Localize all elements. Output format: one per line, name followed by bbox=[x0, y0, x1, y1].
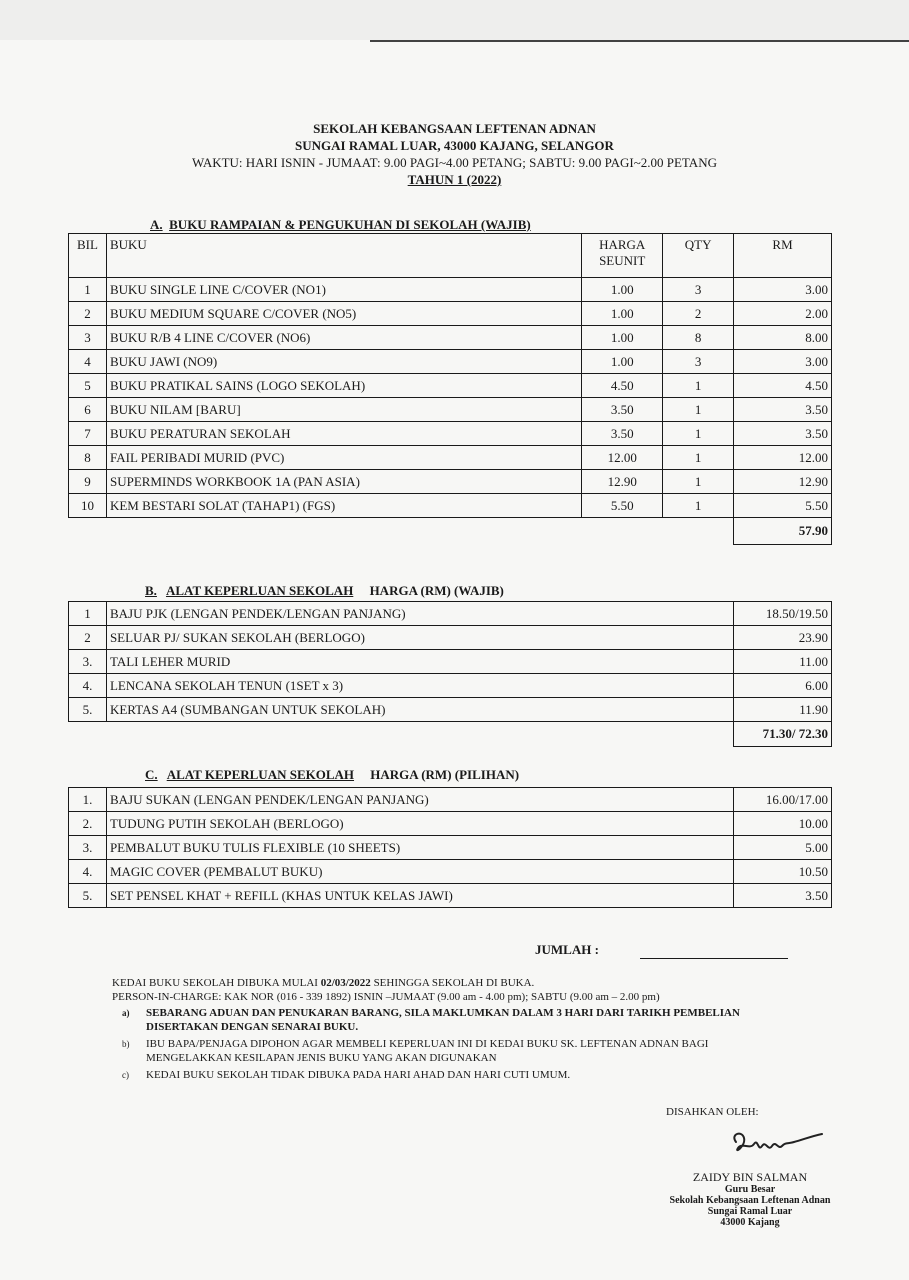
price-rm: 11.00 bbox=[734, 650, 832, 674]
item-name: BUKU SINGLE LINE C/COVER (NO1) bbox=[106, 278, 581, 302]
row-number: 5. bbox=[69, 884, 107, 908]
school-address: SUNGAI RAMAL LUAR, 43000 KAJANG, SELANGOR bbox=[295, 138, 614, 153]
table-row bbox=[69, 674, 832, 698]
col-rm: RM bbox=[734, 234, 832, 278]
item-name: LENCANA SEKOLAH TENUN (1SET x 3) bbox=[106, 674, 733, 698]
school-name: SEKOLAH KEBANGSAAN LEFTENAN ADNAN bbox=[313, 121, 596, 136]
amount-rm: 8.00 bbox=[734, 326, 832, 350]
row-number: 4 bbox=[69, 350, 107, 374]
approved-by-label: DISAHKAN OLEH: bbox=[666, 1106, 759, 1118]
section-b-table bbox=[68, 601, 832, 747]
price-rm: 6.00 bbox=[734, 674, 832, 698]
price-rm: 18.50/19.50 bbox=[734, 602, 832, 626]
item-name: KERTAS A4 (SUMBANGAN UNTUK SEKOLAH) bbox=[106, 698, 733, 722]
item-name: BUKU PERATURAN SEKOLAH bbox=[106, 422, 581, 446]
table-row bbox=[69, 278, 832, 302]
table-row bbox=[69, 446, 832, 470]
item-name: BUKU JAWI (NO9) bbox=[106, 350, 581, 374]
section-a-title: A. BUKU RAMPAIAN & PENGUKUHAN DI SEKOLAH (WAJIB) bbox=[150, 217, 531, 232]
section-a-total: 57.90 bbox=[734, 518, 832, 545]
section-b-title: B. ALAT KEPERLUAN SEKOLAH HARGA (RM) (WAJIB) bbox=[145, 583, 504, 598]
amount-rm: 2.00 bbox=[734, 302, 832, 326]
price-rm: 3.50 bbox=[734, 884, 832, 908]
year-title: TAHUN 1 (2022) bbox=[407, 172, 502, 187]
table-row bbox=[69, 326, 832, 350]
item-name: BUKU MEDIUM SQUARE C/COVER (NO5) bbox=[106, 302, 581, 326]
quantity: 1 bbox=[663, 374, 734, 398]
row-number: 4. bbox=[69, 674, 107, 698]
row-number: 10 bbox=[69, 494, 107, 518]
item-name: FAIL PERIBADI MURID (PVC) bbox=[106, 446, 581, 470]
signature-image bbox=[728, 1124, 828, 1164]
quantity: 1 bbox=[663, 494, 734, 518]
item-name: BAJU SUKAN (LENGAN PENDEK/LENGAN PANJANG) bbox=[106, 788, 733, 812]
item-name: BUKU NILAM [BARU] bbox=[106, 398, 581, 422]
col-bil: BIL bbox=[69, 234, 107, 278]
price-rm: 10.50 bbox=[734, 860, 832, 884]
table-row bbox=[69, 302, 832, 326]
item-name: KEM BESTARI SOLAT (TAHAP1) (FGS) bbox=[106, 494, 581, 518]
amount-rm: 12.00 bbox=[734, 446, 832, 470]
amount-rm: 3.50 bbox=[734, 422, 832, 446]
jumlah-label: JUMLAH : bbox=[535, 942, 599, 957]
quantity: 1 bbox=[663, 398, 734, 422]
total-row bbox=[69, 722, 832, 747]
table-row bbox=[69, 884, 832, 908]
table-row bbox=[69, 626, 832, 650]
row-number: 3. bbox=[69, 836, 107, 860]
row-number: 2 bbox=[69, 302, 107, 326]
row-number: 4. bbox=[69, 860, 107, 884]
table-row bbox=[69, 812, 832, 836]
item-name: BAJU PJK (LENGAN PENDEK/LENGAN PANJANG) bbox=[106, 602, 733, 626]
row-number: 1. bbox=[69, 788, 107, 812]
note-b: b) IBU BAPA/PENJAGA DIPOHON AGAR MEMBELI KEPERLUAN INI DI KEDAI BUKU SK. LEFTENAN ADNAN BAGI MENGELAKKAN KESILAPAN JENIS BUKU YANG AKAN DIGUNAKAN bbox=[122, 1038, 709, 1064]
note-c: c) KEDAI BUKU SEKOLAH TIDAK DIBUKA PADA HARI AHAD DAN HARI CUTI UMUM. bbox=[122, 1069, 571, 1081]
principal-name: ZAIDY BIN SALMAN bbox=[692, 1170, 808, 1184]
section-b-total: 71.30/ 72.30 bbox=[734, 722, 832, 747]
item-name: TUDUNG PUTIH SEKOLAH (BERLOGO) bbox=[106, 812, 733, 836]
unit-price: 5.50 bbox=[582, 494, 663, 518]
unit-price: 1.00 bbox=[582, 350, 663, 374]
quantity: 8 bbox=[663, 326, 734, 350]
table-row bbox=[69, 350, 832, 374]
row-number: 6 bbox=[69, 398, 107, 422]
row-number: 9 bbox=[69, 470, 107, 494]
table-header-row bbox=[69, 234, 832, 278]
price-rm: 23.90 bbox=[734, 626, 832, 650]
row-number: 3. bbox=[69, 650, 107, 674]
row-number: 3 bbox=[69, 326, 107, 350]
quantity: 1 bbox=[663, 470, 734, 494]
top-rule bbox=[370, 40, 909, 42]
price-rm: 10.00 bbox=[734, 812, 832, 836]
table-row bbox=[69, 788, 832, 812]
table-row bbox=[69, 374, 832, 398]
table-row bbox=[69, 494, 832, 518]
row-number: 2. bbox=[69, 812, 107, 836]
opening-hours: WAKTU: HARI ISNIN - JUMAAT: 9.00 PAGI~4.00 PETANG; SABTU: 9.00 PAGI~2.00 PETANG bbox=[192, 155, 717, 170]
col-qty: QTY bbox=[663, 234, 734, 278]
col-buku: BUKU bbox=[106, 234, 581, 278]
quantity: 1 bbox=[663, 422, 734, 446]
section-c-title: C. ALAT KEPERLUAN SEKOLAH HARGA (RM) (PILIHAN) bbox=[145, 767, 520, 782]
unit-price: 3.50 bbox=[582, 422, 663, 446]
quantity: 1 bbox=[663, 446, 734, 470]
amount-rm: 12.90 bbox=[734, 470, 832, 494]
quantity: 3 bbox=[663, 350, 734, 374]
table-row bbox=[69, 650, 832, 674]
quantity: 3 bbox=[663, 278, 734, 302]
section-a-table bbox=[68, 233, 832, 545]
row-number: 2 bbox=[69, 626, 107, 650]
item-name: SELUAR PJ/ SUKAN SEKOLAH (BERLOGO) bbox=[106, 626, 733, 650]
item-name: TALI LEHER MURID bbox=[106, 650, 733, 674]
amount-rm: 5.50 bbox=[734, 494, 832, 518]
table-row bbox=[69, 860, 832, 884]
row-number: 5 bbox=[69, 374, 107, 398]
table-row bbox=[69, 398, 832, 422]
amount-rm: 3.00 bbox=[734, 350, 832, 374]
unit-price: 3.50 bbox=[582, 398, 663, 422]
unit-price: 12.00 bbox=[582, 446, 663, 470]
total-row bbox=[69, 518, 832, 545]
quantity: 2 bbox=[663, 302, 734, 326]
unit-price: 1.00 bbox=[582, 326, 663, 350]
person-in-charge: PERSON-IN-CHARGE: KAK NOR (016 - 339 1892) ISNIN –JUMAAT (9.00 am - 4.00 pm); SABTU (9.00 am – 2.00 pm) bbox=[112, 991, 660, 1003]
col-harga: HARGA SEUNIT bbox=[582, 234, 663, 278]
header bbox=[0, 120, 909, 188]
amount-rm: 3.00 bbox=[734, 278, 832, 302]
item-name: SUPERMINDS WORKBOOK 1A (PAN ASIA) bbox=[106, 470, 581, 494]
jumlah-blank-line bbox=[640, 958, 788, 959]
notes bbox=[112, 976, 752, 1082]
unit-price: 12.90 bbox=[582, 470, 663, 494]
table-row bbox=[69, 698, 832, 722]
row-number: 1 bbox=[69, 602, 107, 626]
note-a: a) SEBARANG ADUAN DAN PENUKARAN BARANG, SILA MAKLUMKAN DALAM 3 HARI DARI TARIKH PEMBELIAN DISERTAKAN DENGAN SENARAI BUKU. bbox=[122, 1007, 740, 1033]
price-rm: 5.00 bbox=[734, 836, 832, 860]
unit-price: 1.00 bbox=[582, 278, 663, 302]
row-number: 1 bbox=[69, 278, 107, 302]
item-name: MAGIC COVER (PEMBALUT BUKU) bbox=[106, 860, 733, 884]
unit-price: 1.00 bbox=[582, 302, 663, 326]
row-number: 5. bbox=[69, 698, 107, 722]
item-name: BUKU R/B 4 LINE C/COVER (NO6) bbox=[106, 326, 581, 350]
item-name: BUKU PRATIKAL SAINS (LOGO SEKOLAH) bbox=[106, 374, 581, 398]
shop-open-note: KEDAI BUKU SEKOLAH DIBUKA MULAI 02/03/2022 SEHINGGA SEKOLAH DI BUKA. bbox=[112, 977, 535, 989]
price-rm: 16.00/17.00 bbox=[734, 788, 832, 812]
item-name: SET PENSEL KHAT + REFILL (KHAS UNTUK KELAS JAWI) bbox=[106, 884, 733, 908]
table-row bbox=[69, 470, 832, 494]
amount-rm: 4.50 bbox=[734, 374, 832, 398]
item-name: PEMBALUT BUKU TULIS FLEXIBLE (10 SHEETS) bbox=[106, 836, 733, 860]
row-number: 7 bbox=[69, 422, 107, 446]
price-rm: 11.90 bbox=[734, 698, 832, 722]
section-c-table bbox=[68, 787, 832, 908]
amount-rm: 3.50 bbox=[734, 398, 832, 422]
official-stamp: Guru Besar Sekolah Kebangsaan Leftenan Adnan Sungai Ramal Luar 43000 Kajang bbox=[669, 1184, 831, 1228]
unit-price: 4.50 bbox=[582, 374, 663, 398]
table-row bbox=[69, 836, 832, 860]
table-row bbox=[69, 602, 832, 626]
row-number: 8 bbox=[69, 446, 107, 470]
top-margin-band bbox=[0, 0, 909, 40]
table-row bbox=[69, 422, 832, 446]
